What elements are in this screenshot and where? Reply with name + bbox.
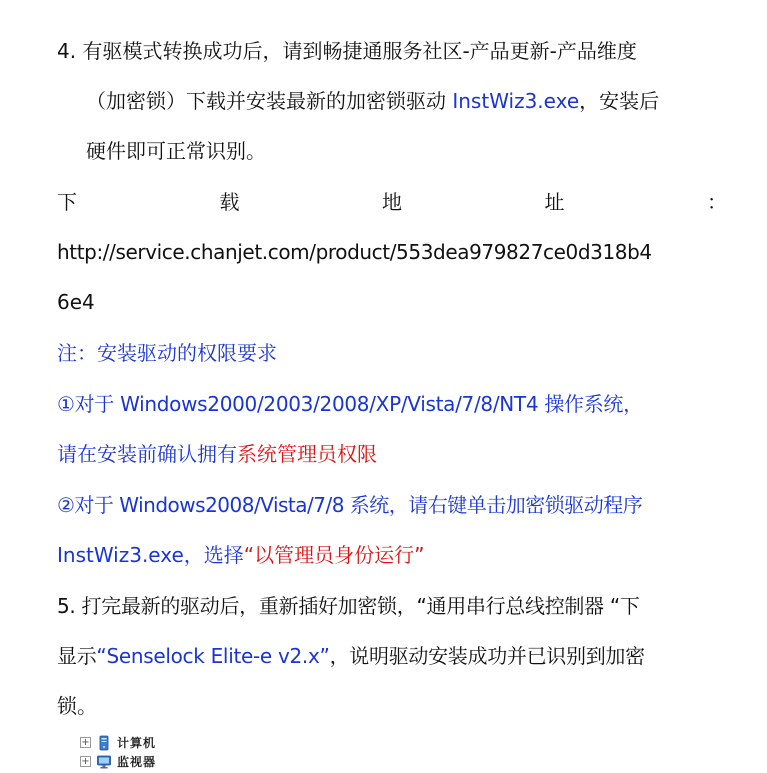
device-manager-tree xyxy=(80,733,156,771)
download-label-char: 址 xyxy=(544,190,565,214)
download-url-line1: http://service.chanjet.com/product/553dea979827ce0d318b4 xyxy=(57,240,652,264)
computer-icon xyxy=(96,735,112,751)
admin-rights-highlight: 系统管理员权限 xyxy=(237,442,377,466)
note-item1-line2 xyxy=(57,440,727,468)
step5-line1: 5. 打完最新的驱动后，重新插好加密锁，“通用串行总线控制器 “下 xyxy=(57,594,640,618)
step5-line2 xyxy=(57,642,727,670)
note-item2-text: InstWiz3.exe，选择 xyxy=(57,543,244,567)
download-label-char: 载 xyxy=(219,190,240,214)
note-item1-line1: ①对于 Windows2000/2003/2008/XP/Vista/7/8/NT4 操作系统， xyxy=(57,392,643,416)
download-label-char: ： xyxy=(707,190,727,214)
step4-line1: 4. 有驱模式转换成功后，请到畅捷通服务社区-产品更新-产品维度 xyxy=(57,39,637,63)
step4-line2 xyxy=(86,87,756,115)
expand-icon[interactable]: + xyxy=(81,756,90,767)
expand-icon[interactable]: + xyxy=(81,737,90,748)
download-label xyxy=(57,188,727,216)
step4-line2-suffix: ，安装后 xyxy=(579,89,660,113)
note-title: 注：安装驱动的权限要求 xyxy=(57,341,277,365)
monitor-icon xyxy=(96,754,112,770)
senselock-device-name: “Senselock Elite-e v2.x” xyxy=(96,644,330,668)
instwiz-filename: InstWiz3.exe xyxy=(452,89,580,113)
note-item1-text: 请在安装前确认拥有 xyxy=(57,442,237,466)
note-item2-line2 xyxy=(57,541,727,569)
step4-line3: 硬件即可正常识别。 xyxy=(86,139,266,163)
download-url-line2: 6e4 xyxy=(57,290,95,314)
step4-line2-text: （加密锁）下载并安装最新的加密锁驱动 xyxy=(86,89,453,113)
tree-node-label: 监视器 xyxy=(117,755,157,769)
note-item2-line1: ②对于 Windows2008/Vista/7/8 系统，请右键单击加密锁驱动程序 xyxy=(57,493,643,517)
tree-node-label: 计算机 xyxy=(117,736,157,750)
download-label-char: 地 xyxy=(382,190,402,214)
step5-line3: 锁。 xyxy=(57,694,97,718)
step5-line2-suffix: ，说明驱动安装成功并已识别到加密 xyxy=(329,644,645,668)
step5-line2-text: 显示 xyxy=(57,644,97,668)
tree-node-monitor[interactable] xyxy=(80,752,156,771)
run-as-admin-highlight: “以管理员身份运行” xyxy=(243,543,425,567)
download-label-char: 下 xyxy=(57,190,77,214)
tree-node-computer[interactable] xyxy=(80,733,156,752)
